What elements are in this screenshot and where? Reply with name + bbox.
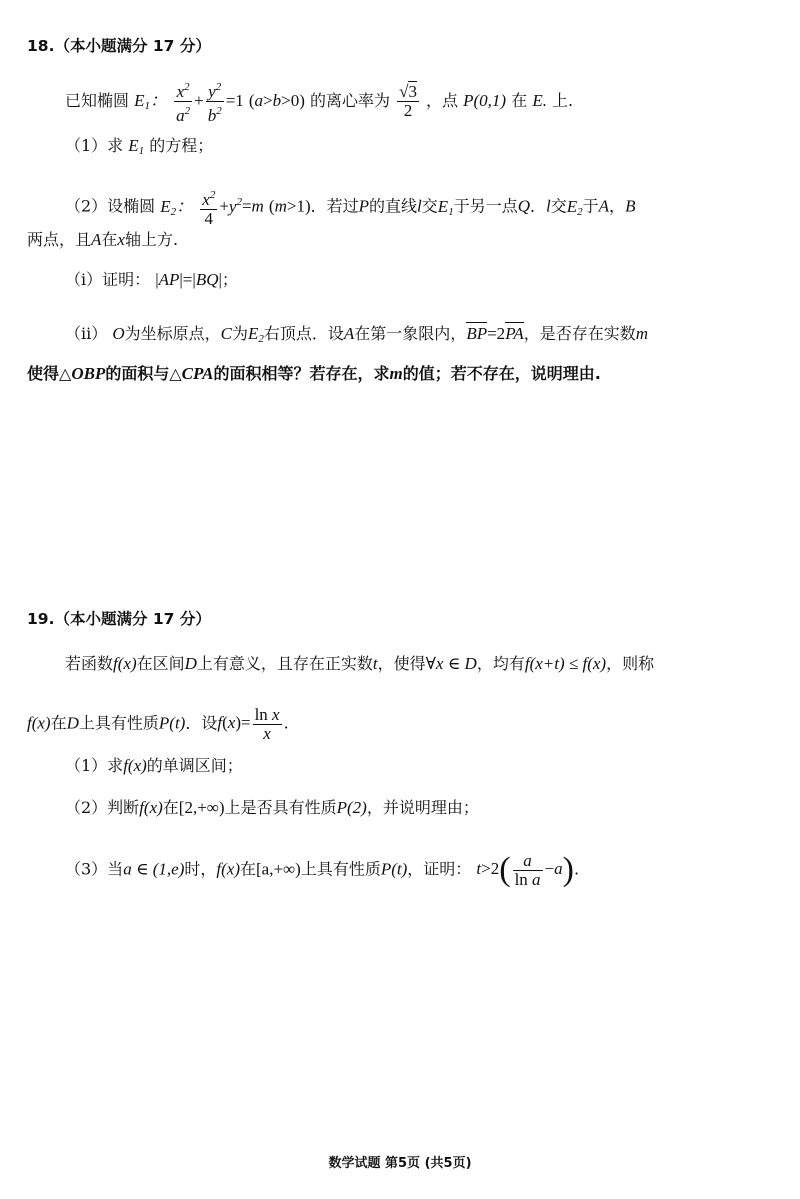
q18-point-p: P(0,1) <box>463 91 507 110</box>
q18-part1-label: （1）求 <box>65 136 124 155</box>
q19-i-l2-fx: f(x) <box>27 713 51 733</box>
q19-i-t2: 在区间 <box>136 654 185 673</box>
q18-p2ii-m: m <box>635 324 649 343</box>
q19-p2-t3: ，并说明理由； <box>366 798 479 817</box>
q19-i-l2-t3: ．设 <box>185 713 218 733</box>
q18-intro: 已知椭圆 $E_1$： $\frac{x^2}{a^2}$ + $\frac{y^2}{b^2}$ =1 (a>b>0) 的离心率为 $\frac{√3}{2}$ ，点 P(0,1) 在 E. 上. <box>65 78 800 125</box>
q18-part2-line1: （2）设椭圆 $E_2$： $\frac{x^2}{4}$ $+y^2=m$ (m>1)．若过P的直线l交$E_1$于另一点Q．l交$E_2$于A，B <box>65 186 800 228</box>
q18-p2-l2-x: x <box>117 230 125 249</box>
q19-p3-t4: ，证明： <box>407 859 472 879</box>
q19-i-l2-d: D <box>66 713 79 733</box>
q19-heading-text: 19.（本小题满分 17 分） <box>27 610 211 628</box>
q18-p2ii-t5: ，是否存在实数 <box>523 324 636 343</box>
q18-frac-x: $\frac{x^2}{a^2}$ <box>174 78 192 125</box>
q18-p2-b: B <box>625 196 636 216</box>
q18-p2-q: Q <box>517 196 530 216</box>
q19-i-t3: 上有意义，且存在正实数 <box>196 654 373 673</box>
q18-part2i <box>65 268 800 292</box>
q19-p1-label: （1）求 <box>65 756 124 775</box>
q19-part3 <box>65 852 800 889</box>
q19-heading <box>27 607 800 631</box>
q19-p3-interval: [a,+∞) <box>256 859 301 879</box>
q18-p2-t8: ， <box>609 196 626 216</box>
q19-intro-line1 <box>65 652 800 676</box>
q19-p3-t1: 时， <box>184 859 217 879</box>
q18-curve-e: E. <box>532 91 547 110</box>
q18-p2ii-o: O <box>112 324 125 343</box>
q19-i-t1: 若函数 <box>65 654 114 673</box>
q19-p1-text: 的单调区间； <box>146 756 243 775</box>
q18-p2ii-e2: $E_2$ <box>248 324 264 345</box>
q18-p2i-end: ； <box>221 270 238 289</box>
q19-p3-t3: 上具有性质 <box>300 859 381 879</box>
q18-part2ii-line1 <box>65 322 800 351</box>
q19-p2-t1: 在 <box>162 798 179 817</box>
q18-p2-t7: 于 <box>582 196 599 216</box>
q18-heading-text: 18.（本小题满分 17 分） <box>27 37 211 55</box>
q18-p2-e1: $E_1$ <box>437 196 454 218</box>
q18-p2-p: P <box>358 196 370 216</box>
q18-heading <box>27 34 800 58</box>
q18-p2-t4: 于另一点 <box>453 196 518 216</box>
q18-p2-t2: 的直线 <box>369 196 418 216</box>
q18-p2-l2: l <box>546 196 551 216</box>
q19-i-pt: P(t) <box>158 713 186 733</box>
q18-p2ii-l2-t2: 的面积与△ <box>105 364 182 383</box>
page-footer: 数学试题 第5页 (共5页) <box>328 1156 472 1171</box>
q19-p1-fx: f(x) <box>123 756 147 775</box>
q19-i-def: f(x)= $\frac{\text{ln x}}{x}$ <box>217 705 280 743</box>
q18-p2-t1: ．若过 <box>310 196 359 216</box>
q18-p2ii-l2-t1: 使得△ <box>27 364 72 383</box>
q18-e1-label: $E_1$： <box>134 91 167 112</box>
q18-p2ii-t1: 为坐标原点， <box>124 324 221 343</box>
q18-e2-label: $E_2$： <box>160 196 194 218</box>
q18-p2i-expr: |AP|=|BQ| <box>155 270 222 289</box>
q18-intro-prefix: 已知椭圆 <box>65 91 130 110</box>
q19-i-t6: ，则称 <box>606 654 655 673</box>
q19-p2-p2: P(2) <box>336 798 367 817</box>
q19-i-d: D <box>184 654 197 673</box>
q18-eccentricity: $\frac{√3}{2}$ <box>399 82 417 120</box>
q18-part2-line2 <box>27 228 800 252</box>
q19-i-l2-end: . <box>283 713 289 733</box>
q19-i-ineq: f(x+t) ≤ f(x) <box>524 654 607 673</box>
q19-p3-end: . <box>573 859 580 879</box>
q18-p2-t3: 交 <box>421 196 438 216</box>
q18-p2-t6: 交 <box>550 196 567 216</box>
q18-p2ii-l2-m: m <box>389 364 403 383</box>
q18-p2-a: A <box>598 196 610 216</box>
q18-p2-l: l <box>417 196 422 216</box>
q19-i-l2-t2: 上具有性质 <box>78 713 159 733</box>
q18-p2ii-c: C <box>220 324 232 343</box>
q19-p3-pt: P(t) <box>380 859 408 879</box>
q19-i-l2-t1: 在 <box>50 713 67 733</box>
q19-p3-fx: f(x) <box>216 859 240 879</box>
q18-part1-text: 的方程； <box>149 136 214 155</box>
q18-p2ii-t4: 在第一象限内， <box>354 324 467 343</box>
q19-p2-t2: 上是否具有性质 <box>224 798 337 817</box>
q18-p2ii-label: （ii） <box>65 324 108 343</box>
q18-p2i-label: （i）证明： <box>65 270 151 289</box>
q18-p2ii-obp: OBP <box>71 364 106 383</box>
q19-p3-t2: 在 <box>240 859 257 879</box>
q19-part2 <box>65 796 800 820</box>
q19-i-t: t <box>372 654 378 673</box>
q18-p2-l2-t3: 轴上方. <box>124 230 179 249</box>
q18-intro-mid: 的离心率为 <box>309 91 390 110</box>
q19-p2-label: （2）判断 <box>65 798 140 817</box>
q18-part2ii-line2 <box>27 362 800 386</box>
q18-part1 <box>65 134 800 163</box>
q19-i-t5: ，均有 <box>476 654 525 673</box>
q18-p2-t5: ． <box>529 196 546 216</box>
q19-p3-conclusion: t>2( $\frac{a}{\text{ln a}}$ −a) <box>476 851 574 889</box>
q18-p2ii-t2: 为 <box>231 324 248 343</box>
q18-p2-l2-t1: 两点，且 <box>27 230 92 249</box>
q18-p2-l2-t2: 在 <box>101 230 118 249</box>
q18-p2ii-l2-t3: 的面积相等？若存在，求 <box>213 364 390 383</box>
q19-part1 <box>65 754 800 778</box>
q18-intro-suffix3: 上. <box>552 91 574 110</box>
q18-part2-label: （2）设椭圆 <box>65 196 156 216</box>
q18-part2-frac: $\frac{x^2}{4}$ <box>200 186 217 228</box>
q18-frac-y: $\frac{y^2}{b^2}$ <box>206 78 224 125</box>
q18-intro-suffix2: 在 <box>511 91 528 110</box>
q18-p2ii-l2-t4: 的值；若不存在，说明理由. <box>402 364 601 383</box>
q18-p2ii-a: A <box>343 324 355 343</box>
q19-p2-interval: [2,+∞) <box>178 798 225 817</box>
q18-intro-suffix: ，点 <box>426 91 459 110</box>
q19-p3-label: （3）当 <box>65 859 124 879</box>
q19-i-forall: ∀x ∈ D <box>425 654 477 673</box>
q19-intro-line2 <box>27 706 800 743</box>
q18-p2ii-vec: BP=2PA <box>466 324 524 343</box>
q18-part1-var: $E_1$ <box>128 136 145 157</box>
q19-i-t4: ，使得 <box>377 654 426 673</box>
q18-p2ii-t3: 右顶点．设 <box>263 324 344 343</box>
q18-p2-l2-a: A <box>91 230 102 249</box>
q19-p3-cond: a ∈ (1,e) <box>123 859 185 879</box>
q19-p2-fx: f(x) <box>139 798 163 817</box>
q19-i-fx: f(x) <box>113 654 137 673</box>
q18-p2-e2b: $E_2$ <box>566 196 583 218</box>
q18-p2ii-cpa: CPA <box>181 364 214 383</box>
